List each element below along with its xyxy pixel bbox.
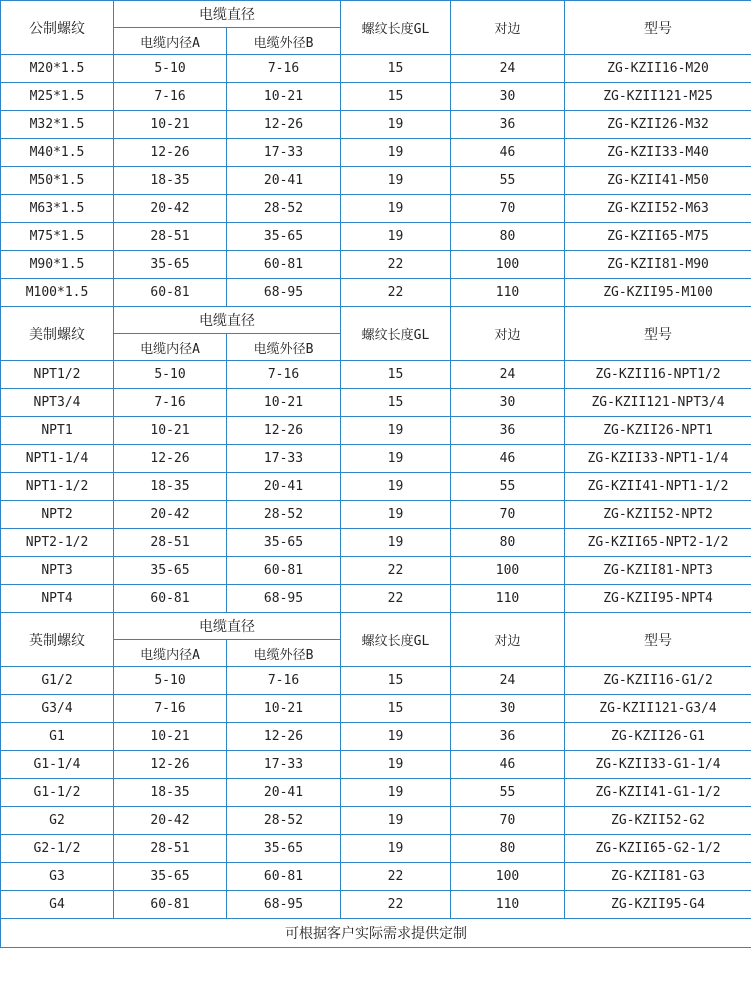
outer-diameter-cell: 28-52 — [227, 501, 341, 529]
spec-table-body — [1, 1, 751, 948]
thread-length-cell: 15 — [341, 389, 451, 417]
across-flats-header: 对边 — [451, 1, 565, 55]
thread-length-header: 螺纹长度GL — [341, 613, 451, 667]
inner-diameter-cell: 7-16 — [114, 695, 227, 723]
table-row — [1, 139, 751, 167]
table-row — [1, 751, 751, 779]
thread-size-cell: G1/2 — [1, 667, 114, 695]
model-cell: ZG-KZII95-NPT4 — [565, 585, 751, 613]
table-row — [1, 529, 751, 557]
thread-size-cell: NPT3 — [1, 557, 114, 585]
inner-diameter-cell: 20-42 — [114, 807, 227, 835]
outer-diameter-cell: 35-65 — [227, 223, 341, 251]
thread-size-cell: G1 — [1, 723, 114, 751]
thread-length-cell: 15 — [341, 695, 451, 723]
customization-note: 可根据客户实际需求提供定制 — [1, 919, 751, 948]
thread-size-cell: G3 — [1, 863, 114, 891]
thread-length-header: 螺纹长度GL — [341, 1, 451, 55]
inner-diameter-cell: 60-81 — [114, 585, 227, 613]
model-cell: ZG-KZII26-NPT1 — [565, 417, 751, 445]
thread-length-cell: 19 — [341, 835, 451, 863]
model-cell: ZG-KZII65-NPT2-1/2 — [565, 529, 751, 557]
across-flats-cell: 110 — [451, 891, 565, 919]
outer-diameter-cell: 10-21 — [227, 83, 341, 111]
inner-diameter-cell: 28-51 — [114, 223, 227, 251]
thread-size-cell: NPT2 — [1, 501, 114, 529]
table-row — [1, 55, 751, 83]
across-flats-cell: 30 — [451, 389, 565, 417]
thread-size-cell: G1-1/2 — [1, 779, 114, 807]
inner-diameter-cell: 35-65 — [114, 251, 227, 279]
thread-size-cell: M75*1.5 — [1, 223, 114, 251]
inner-diameter-cell: 5-10 — [114, 361, 227, 389]
inner-diameter-cell: 7-16 — [114, 389, 227, 417]
table-row — [1, 667, 751, 695]
across-flats-cell: 36 — [451, 111, 565, 139]
table-row — [1, 835, 751, 863]
section-header-row — [1, 1, 751, 28]
thread-length-cell: 22 — [341, 557, 451, 585]
table-row — [1, 195, 751, 223]
outer-diameter-cell: 20-41 — [227, 473, 341, 501]
thread-size-cell: NPT4 — [1, 585, 114, 613]
table-row — [1, 111, 751, 139]
outer-diameter-cell: 60-81 — [227, 251, 341, 279]
across-flats-cell: 24 — [451, 55, 565, 83]
table-row — [1, 417, 751, 445]
model-cell: ZG-KZII65-G2-1/2 — [565, 835, 751, 863]
thread-length-cell: 19 — [341, 723, 451, 751]
outer-diameter-cell: 20-41 — [227, 167, 341, 195]
model-cell: ZG-KZII33-G1-1/4 — [565, 751, 751, 779]
thread-length-cell: 19 — [341, 445, 451, 473]
thread-length-cell: 19 — [341, 473, 451, 501]
inner-diameter-cell: 18-35 — [114, 779, 227, 807]
thread-length-cell: 15 — [341, 667, 451, 695]
across-flats-cell: 100 — [451, 251, 565, 279]
outer-diameter-cell: 68-95 — [227, 585, 341, 613]
inner-diameter-cell: 20-42 — [114, 195, 227, 223]
model-header: 型号 — [565, 613, 751, 667]
outer-diameter-header: 电缆外径B — [227, 334, 341, 361]
model-cell: ZG-KZII33-NPT1-1/4 — [565, 445, 751, 473]
thread-length-cell: 15 — [341, 361, 451, 389]
section-title: 英制螺纹 — [1, 613, 114, 667]
table-row — [1, 389, 751, 417]
across-flats-cell: 46 — [451, 445, 565, 473]
table-row — [1, 223, 751, 251]
model-cell: ZG-KZII52-NPT2 — [565, 501, 751, 529]
outer-diameter-cell: 28-52 — [227, 195, 341, 223]
outer-diameter-cell: 17-33 — [227, 751, 341, 779]
thread-size-cell: G2-1/2 — [1, 835, 114, 863]
section-header-row — [1, 613, 751, 640]
across-flats-cell: 70 — [451, 195, 565, 223]
table-row — [1, 167, 751, 195]
table-row — [1, 585, 751, 613]
table-row — [1, 779, 751, 807]
inner-diameter-cell: 12-26 — [114, 139, 227, 167]
thread-length-cell: 19 — [341, 195, 451, 223]
cable-diameter-header: 电缆直径 — [114, 307, 341, 334]
across-flats-cell: 36 — [451, 417, 565, 445]
across-flats-cell: 46 — [451, 751, 565, 779]
inner-diameter-cell: 60-81 — [114, 279, 227, 307]
thread-length-cell: 22 — [341, 891, 451, 919]
model-cell: ZG-KZII81-NPT3 — [565, 557, 751, 585]
table-row — [1, 445, 751, 473]
across-flats-cell: 110 — [451, 585, 565, 613]
across-flats-cell: 100 — [451, 863, 565, 891]
thread-size-cell: M63*1.5 — [1, 195, 114, 223]
model-cell: ZG-KZII41-G1-1/2 — [565, 779, 751, 807]
table-row — [1, 863, 751, 891]
model-cell: ZG-KZII65-M75 — [565, 223, 751, 251]
outer-diameter-cell: 7-16 — [227, 361, 341, 389]
cable-diameter-header: 电缆直径 — [114, 613, 341, 640]
model-cell: ZG-KZII16-NPT1/2 — [565, 361, 751, 389]
across-flats-cell: 55 — [451, 473, 565, 501]
cable-diameter-header: 电缆直径 — [114, 1, 341, 28]
table-row — [1, 891, 751, 919]
across-flats-header: 对边 — [451, 307, 565, 361]
inner-diameter-cell: 5-10 — [114, 55, 227, 83]
thread-size-cell: NPT2-1/2 — [1, 529, 114, 557]
inner-diameter-cell: 35-65 — [114, 863, 227, 891]
model-cell: ZG-KZII33-M40 — [565, 139, 751, 167]
across-flats-cell: 80 — [451, 835, 565, 863]
thread-length-cell: 19 — [341, 167, 451, 195]
model-cell: ZG-KZII121-M25 — [565, 83, 751, 111]
thread-size-cell: M100*1.5 — [1, 279, 114, 307]
across-flats-cell: 24 — [451, 667, 565, 695]
across-flats-cell: 55 — [451, 167, 565, 195]
model-cell: ZG-KZII81-G3 — [565, 863, 751, 891]
outer-diameter-cell: 12-26 — [227, 417, 341, 445]
thread-length-cell: 19 — [341, 111, 451, 139]
across-flats-cell: 70 — [451, 807, 565, 835]
outer-diameter-cell: 12-26 — [227, 111, 341, 139]
thread-size-cell: M20*1.5 — [1, 55, 114, 83]
model-cell: ZG-KZII95-M100 — [565, 279, 751, 307]
inner-diameter-header: 电缆内径A — [114, 28, 227, 55]
inner-diameter-cell: 20-42 — [114, 501, 227, 529]
inner-diameter-cell: 18-35 — [114, 167, 227, 195]
outer-diameter-cell: 68-95 — [227, 891, 341, 919]
thread-size-cell: NPT1-1/4 — [1, 445, 114, 473]
table-row — [1, 695, 751, 723]
thread-length-header: 螺纹长度GL — [341, 307, 451, 361]
inner-diameter-cell: 5-10 — [114, 667, 227, 695]
section-title: 公制螺纹 — [1, 1, 114, 55]
model-cell: ZG-KZII16-M20 — [565, 55, 751, 83]
table-row — [1, 723, 751, 751]
outer-diameter-cell: 20-41 — [227, 779, 341, 807]
outer-diameter-cell: 17-33 — [227, 445, 341, 473]
across-flats-cell: 80 — [451, 529, 565, 557]
across-flats-cell: 24 — [451, 361, 565, 389]
outer-diameter-cell: 17-33 — [227, 139, 341, 167]
model-cell: ZG-KZII52-G2 — [565, 807, 751, 835]
across-flats-cell: 30 — [451, 695, 565, 723]
table-row — [1, 501, 751, 529]
thread-length-cell: 19 — [341, 223, 451, 251]
model-header: 型号 — [565, 1, 751, 55]
table-row — [1, 279, 751, 307]
across-flats-cell: 30 — [451, 83, 565, 111]
table-row — [1, 361, 751, 389]
outer-diameter-cell: 60-81 — [227, 863, 341, 891]
outer-diameter-cell: 7-16 — [227, 667, 341, 695]
section-title: 美制螺纹 — [1, 307, 114, 361]
inner-diameter-cell: 60-81 — [114, 891, 227, 919]
across-flats-cell: 110 — [451, 279, 565, 307]
thread-size-cell: NPT1 — [1, 417, 114, 445]
model-cell: ZG-KZII52-M63 — [565, 195, 751, 223]
inner-diameter-cell: 12-26 — [114, 445, 227, 473]
outer-diameter-cell: 68-95 — [227, 279, 341, 307]
across-flats-header: 对边 — [451, 613, 565, 667]
thread-length-cell: 19 — [341, 807, 451, 835]
section-header-row — [1, 307, 751, 334]
inner-diameter-cell: 10-21 — [114, 417, 227, 445]
model-cell: ZG-KZII95-G4 — [565, 891, 751, 919]
thread-size-cell: M40*1.5 — [1, 139, 114, 167]
thread-length-cell: 15 — [341, 55, 451, 83]
across-flats-cell: 70 — [451, 501, 565, 529]
thread-size-cell: M32*1.5 — [1, 111, 114, 139]
model-cell: ZG-KZII26-G1 — [565, 723, 751, 751]
thread-size-cell: M25*1.5 — [1, 83, 114, 111]
table-row — [1, 83, 751, 111]
thread-length-cell: 19 — [341, 529, 451, 557]
model-cell: ZG-KZII26-M32 — [565, 111, 751, 139]
outer-diameter-cell: 10-21 — [227, 695, 341, 723]
inner-diameter-cell: 10-21 — [114, 111, 227, 139]
inner-diameter-cell: 28-51 — [114, 835, 227, 863]
thread-length-cell: 22 — [341, 863, 451, 891]
model-cell: ZG-KZII121-NPT3/4 — [565, 389, 751, 417]
model-header: 型号 — [565, 307, 751, 361]
thread-size-cell: G3/4 — [1, 695, 114, 723]
across-flats-cell: 55 — [451, 779, 565, 807]
table-row — [1, 557, 751, 585]
across-flats-cell: 80 — [451, 223, 565, 251]
inner-diameter-cell: 28-51 — [114, 529, 227, 557]
thread-size-cell: NPT3/4 — [1, 389, 114, 417]
thread-length-cell: 19 — [341, 501, 451, 529]
table-row — [1, 807, 751, 835]
inner-diameter-cell: 12-26 — [114, 751, 227, 779]
thread-length-cell: 19 — [341, 417, 451, 445]
thread-size-cell: NPT1/2 — [1, 361, 114, 389]
table-row — [1, 251, 751, 279]
inner-diameter-cell: 7-16 — [114, 83, 227, 111]
thread-size-cell: NPT1-1/2 — [1, 473, 114, 501]
thread-size-cell: G2 — [1, 807, 114, 835]
model-cell: ZG-KZII41-NPT1-1/2 — [565, 473, 751, 501]
outer-diameter-cell: 10-21 — [227, 389, 341, 417]
thread-length-cell: 22 — [341, 279, 451, 307]
inner-diameter-header: 电缆内径A — [114, 334, 227, 361]
inner-diameter-cell: 10-21 — [114, 723, 227, 751]
thread-length-cell: 15 — [341, 83, 451, 111]
thread-length-cell: 22 — [341, 585, 451, 613]
across-flats-cell: 46 — [451, 139, 565, 167]
table-row — [1, 473, 751, 501]
thread-size-cell: M90*1.5 — [1, 251, 114, 279]
thread-size-cell: G4 — [1, 891, 114, 919]
across-flats-cell: 100 — [451, 557, 565, 585]
outer-diameter-cell: 28-52 — [227, 807, 341, 835]
thread-length-cell: 19 — [341, 139, 451, 167]
model-cell: ZG-KZII41-M50 — [565, 167, 751, 195]
inner-diameter-cell: 18-35 — [114, 473, 227, 501]
thread-size-cell: M50*1.5 — [1, 167, 114, 195]
outer-diameter-cell: 12-26 — [227, 723, 341, 751]
outer-diameter-header: 电缆外径B — [227, 28, 341, 55]
outer-diameter-header: 电缆外径B — [227, 640, 341, 667]
inner-diameter-cell: 35-65 — [114, 557, 227, 585]
model-cell: ZG-KZII81-M90 — [565, 251, 751, 279]
outer-diameter-cell: 35-65 — [227, 835, 341, 863]
model-cell: ZG-KZII16-G1/2 — [565, 667, 751, 695]
outer-diameter-cell: 35-65 — [227, 529, 341, 557]
thread-length-cell: 19 — [341, 779, 451, 807]
model-cell: ZG-KZII121-G3/4 — [565, 695, 751, 723]
thread-length-cell: 22 — [341, 251, 451, 279]
outer-diameter-cell: 60-81 — [227, 557, 341, 585]
inner-diameter-header: 电缆内径A — [114, 640, 227, 667]
footer-row — [1, 919, 751, 948]
thread-size-cell: G1-1/4 — [1, 751, 114, 779]
thread-length-cell: 19 — [341, 751, 451, 779]
across-flats-cell: 36 — [451, 723, 565, 751]
outer-diameter-cell: 7-16 — [227, 55, 341, 83]
